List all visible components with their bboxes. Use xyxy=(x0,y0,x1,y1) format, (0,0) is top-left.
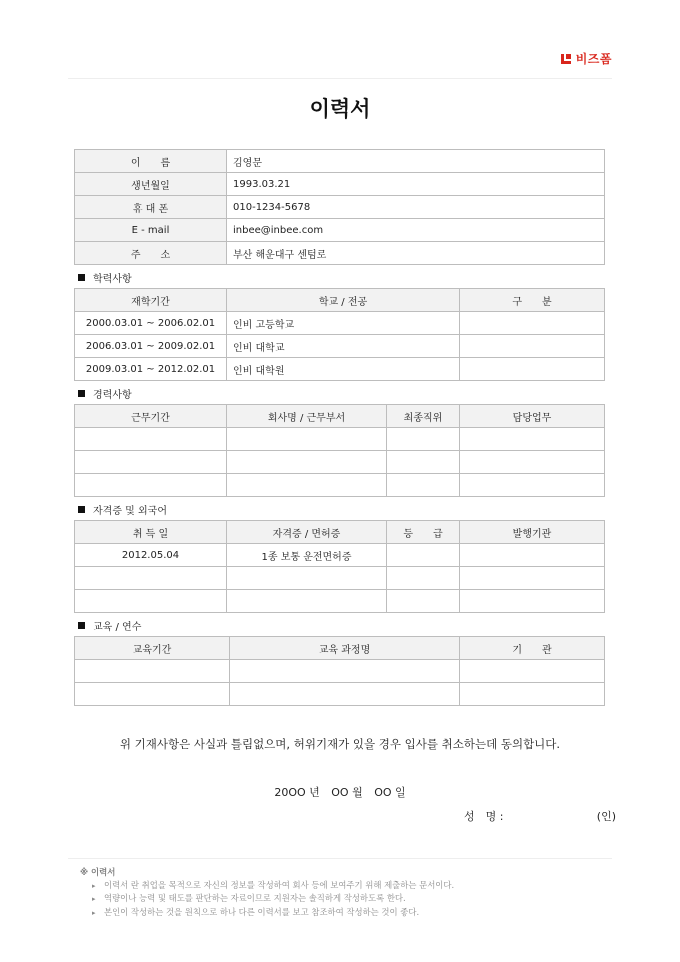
address-label: 주 소 xyxy=(75,242,227,265)
birthdate-value[interactable]: 1993.03.21 xyxy=(227,173,605,196)
column-header: 구 분 xyxy=(460,289,605,312)
career-section-title: 경력사항 xyxy=(78,386,132,401)
notes-list xyxy=(80,879,454,920)
footer-divider xyxy=(68,858,612,859)
name-label: 이 름 xyxy=(75,150,227,173)
note-item: ▸ 역량이나 능력 및 태도를 판단하는 자료이므로 지원자는 솔직하게 작성하도록 한다. xyxy=(92,892,454,906)
table-row xyxy=(75,358,605,381)
company-cell[interactable] xyxy=(227,428,387,451)
institution-cell[interactable] xyxy=(460,660,605,683)
license-name-cell[interactable] xyxy=(227,567,387,590)
brand-logo xyxy=(559,50,612,67)
phone-label: 휴 대 폰 xyxy=(75,196,227,219)
square-bullet-icon xyxy=(78,274,85,281)
birthdate-label: 생년월일 xyxy=(75,173,227,196)
education-section-title: 학력사항 xyxy=(78,270,132,285)
category-cell[interactable] xyxy=(460,335,605,358)
institution-cell[interactable] xyxy=(460,683,605,706)
square-bullet-icon xyxy=(78,622,85,629)
table-row xyxy=(75,451,605,474)
column-header: 최종직위 xyxy=(387,405,460,428)
address-value[interactable]: 부산 해운대구 센텀로 xyxy=(227,242,605,265)
square-bullet-icon xyxy=(78,390,85,397)
column-header: 재학기간 xyxy=(75,289,227,312)
table-row xyxy=(75,544,605,567)
duty-cell[interactable] xyxy=(460,428,605,451)
pledge-statement: 위 기재사항은 사실과 틀림없으며, 허위기재가 있을 경우 입사를 취소하는데 동의합니다. xyxy=(119,737,561,751)
position-cell[interactable] xyxy=(387,474,460,497)
name-value[interactable]: 김영문 xyxy=(227,150,605,173)
school-cell[interactable]: 인비 고등학교 xyxy=(227,312,460,335)
education-table xyxy=(74,288,605,381)
table-row xyxy=(75,335,605,358)
document-title: 이력서 xyxy=(309,97,371,121)
acquired-date-cell[interactable] xyxy=(75,590,227,613)
period-cell[interactable] xyxy=(75,660,230,683)
column-header: 자격증 / 면허증 xyxy=(227,521,387,544)
acquired-date-cell[interactable]: 2012.05.04 xyxy=(75,544,227,567)
issuer-cell[interactable] xyxy=(460,567,605,590)
company-cell[interactable] xyxy=(227,451,387,474)
brand-logo-text: 비즈폼 xyxy=(575,52,612,66)
table-row xyxy=(75,150,605,173)
column-header: 담당업무 xyxy=(460,405,605,428)
period-cell[interactable] xyxy=(75,451,227,474)
table-header-row xyxy=(75,289,605,312)
period-cell[interactable] xyxy=(75,428,227,451)
table-row xyxy=(75,173,605,196)
signing-date[interactable] xyxy=(0,784,680,800)
table-row xyxy=(75,660,605,683)
course-cell[interactable] xyxy=(230,683,460,706)
header-divider xyxy=(68,78,612,79)
column-header: 기 관 xyxy=(460,637,605,660)
signature-label: 성 명 : xyxy=(464,810,504,823)
table-row xyxy=(75,219,605,242)
table-row xyxy=(75,590,605,613)
usage-notes xyxy=(80,866,454,919)
date-day: OO 일 xyxy=(374,786,406,799)
table-row xyxy=(75,474,605,497)
school-cell[interactable]: 인비 대학교 xyxy=(227,335,460,358)
column-header: 취 득 일 xyxy=(75,521,227,544)
training-section-title: 교육 / 연수 xyxy=(78,618,141,633)
license-name-cell[interactable]: 1종 보통 운전면허증 xyxy=(227,544,387,567)
acquired-date-cell[interactable] xyxy=(75,567,227,590)
grade-cell[interactable] xyxy=(387,544,460,567)
category-cell[interactable] xyxy=(460,358,605,381)
column-header: 등 급 xyxy=(387,521,460,544)
personal-info-table xyxy=(74,149,605,265)
column-header: 발행기관 xyxy=(460,521,605,544)
bizforms-logo-icon xyxy=(559,52,573,66)
column-header: 학교 / 전공 xyxy=(227,289,460,312)
note-item: ▸ 본인이 작성하는 것을 원칙으로 하나 다른 이력서를 보고 참조하여 작성하는 것이 좋다. xyxy=(92,906,454,920)
note-item: ▸ 이력서 란 취업을 목적으로 자신의 정보를 작성하여 회사 등에 보여주기 위해 제출하는 문서이다. xyxy=(92,879,454,893)
license-table xyxy=(74,520,605,613)
position-cell[interactable] xyxy=(387,451,460,474)
table-header-row xyxy=(75,521,605,544)
table-row xyxy=(75,683,605,706)
table-row xyxy=(75,567,605,590)
column-header: 근무기간 xyxy=(75,405,227,428)
phone-value[interactable]: 010-1234-5678 xyxy=(227,196,605,219)
notes-heading: ※ 이력서 xyxy=(80,867,116,877)
email-value[interactable]: inbee@inbee.com xyxy=(227,219,605,242)
email-label: E - mail xyxy=(75,219,227,242)
period-cell[interactable] xyxy=(75,474,227,497)
license-section-title: 자격증 및 외국어 xyxy=(78,502,167,517)
column-header: 회사명 / 근무부서 xyxy=(227,405,387,428)
duty-cell[interactable] xyxy=(460,451,605,474)
company-cell[interactable] xyxy=(227,474,387,497)
table-row xyxy=(75,428,605,451)
training-table xyxy=(74,636,605,706)
table-row xyxy=(75,242,605,265)
duty-cell[interactable] xyxy=(460,474,605,497)
square-bullet-icon xyxy=(78,506,85,513)
table-row xyxy=(75,196,605,219)
category-cell[interactable] xyxy=(460,312,605,335)
grade-cell[interactable] xyxy=(387,590,460,613)
course-cell[interactable] xyxy=(230,660,460,683)
table-header-row xyxy=(75,405,605,428)
period-cell[interactable]: 2009.03.01 ~ 2012.02.01 xyxy=(75,358,227,381)
career-table xyxy=(74,404,605,497)
period-cell[interactable]: 2006.03.01 ~ 2009.02.01 xyxy=(75,335,227,358)
date-year: 20OO 년 xyxy=(274,786,320,799)
column-header: 교육 과정명 xyxy=(230,637,460,660)
issuer-cell[interactable] xyxy=(460,590,605,613)
issuer-cell[interactable] xyxy=(460,544,605,567)
license-name-cell[interactable] xyxy=(227,590,387,613)
grade-cell[interactable] xyxy=(387,567,460,590)
date-month: OO 월 xyxy=(331,786,363,799)
period-cell[interactable] xyxy=(75,683,230,706)
table-header-row xyxy=(75,637,605,660)
position-cell[interactable] xyxy=(387,428,460,451)
period-cell[interactable]: 2000.03.01 ~ 2006.02.01 xyxy=(75,312,227,335)
school-cell[interactable]: 인비 대학원 xyxy=(227,358,460,381)
table-row xyxy=(75,312,605,335)
seal-field[interactable]: (인) xyxy=(596,810,616,823)
column-header: 교육기간 xyxy=(75,637,230,660)
